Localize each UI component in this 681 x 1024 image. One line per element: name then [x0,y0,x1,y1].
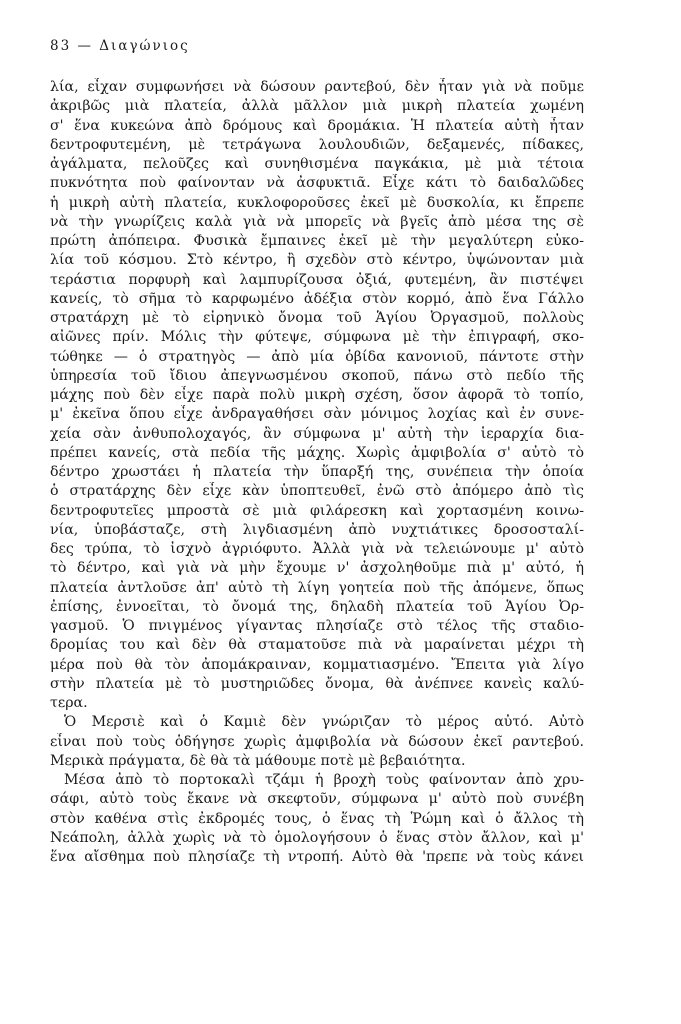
text-line: κανείς, τὸ σῆμα τὸ καρφωμένο ἀδέξια στὸν κορμό, ἀπὸ ἕνα Γάλλο [50,290,584,307]
running-title: Διαγώνιος [99,38,190,54]
text-line: μ' ἐκεῖνα ὅπου εἶχε ἀνδραγαθήσει σὰν μόνιμος λοχίας καὶ ἐν συνε- [50,406,584,423]
text-line: γασμοῦ. Ὁ πνιγμένος γίγαντας πλησίαζε στὸ τέλος τῆς σταδιο- [50,618,584,634]
text-line: νὰ τὴν γνωρίζεις καλὰ γιὰ νὰ μπορεῖς νὰ βγεῖς ἀπὸ μέσα της σὲ [50,213,584,230]
text-line: στὸν καθένα στὶς ἐκδρομές τους, ὁ ἕνας τὴ Ῥώμη καὶ ὁ ἄλλος τὴ [50,810,584,827]
text-line: λία, εἶχαν συμφωνήσει νὰ δώσουν ραντεβού, δὲν ἦταν γιὰ νὰ ποῦμε [50,79,584,95]
text-line: τὸ δέντρο, καὶ γιὰ νὰ μὴν ἔχουμε ν' ἀσχοληθοῦμε πιὰ μ' αὐτό, ἡ [50,560,584,577]
text-line: ἀγάλματα, πελοῦζες καὶ συνηθισμένα παγκάκια, μὲ μιὰ τέτοια [50,156,584,172]
text-line: Μέσα ἀπὸ τὸ πορτοκαλὶ τζάμι ἡ βροχὴ τοὺς φαίνονταν ἀπὸ χρυ- [64,772,584,788]
text-line: τώθηκε — ὁ στρατηγὸς — ἀπὸ μία ὀβίδα κανονιοῦ, πάντοτε στὴν [50,348,584,365]
page-number: 83 [50,38,72,54]
text-line: στρατάρχη μὲ τὸ εἰρηνικὸ ὄνομα τοῦ Ἁγίου Ὀργασμοῦ, πολλοὺς [50,310,584,326]
text-line: Ὁ Μερσιὲ καὶ ὁ Καμιὲ δὲν γνώριζαν τὸ μέρος αὐτό. Αὐτὸ [64,714,584,731]
text-line: ἐπίσης, ἐννοεῖται, τὸ ὄνομά της, δηλαδὴ πλατεία τοῦ Ἁγίου Ὀρ- [50,598,584,615]
text-line: τεράστια πορφυρὴ καὶ λαμπυρίζουσα ὀξιά, φυτεμένη, ἂν πιστέψει [50,271,584,288]
text-line: ἡ μικρὴ αὐτὴ πλατεία, κυκλοφοροῦσες ἐκεῖ μὲ δυσκολία, κι ἔπρεπε [50,194,584,211]
text-line: δες τρύπα, τὸ ἰσχνὸ ἀγριόφυτο. Ἀλλὰ γιὰ νὰ τελειώνουμε μ' αὐτὸ [50,541,584,557]
text-line: Μερικὰ πράγματα, δὲ θὰ τὰ μάθουμε ποτὲ μὲ βεβαιότητα. [50,752,466,769]
text-line: πρέπει κανείς, στὰ πεδία τῆς μάχης. Χωρὶς ἀμφιβολία σ' αὐτὸ τὸ [50,444,584,461]
text-line: ὁ στρατάρχης δὲν εἶχε κὰν ὑποπτευθεῖ, ἐνῶ στὸ ἀπόμερο ἀπὸ τὶς [50,483,584,500]
text-line: δεντροφυτεμένη, μὲ τετράγωνα λουλουδιῶν, δεξαμενές, πίδακες, [50,136,584,153]
text-line: ὑπηρεσία τοῦ ἴδιου ἀπεγνωσμένου σκοποῦ, πάνω στὸ πεδίο τῆς [50,367,584,384]
text-line: πρώτη ἀπόπειρα. Φυσικὰ ἔμπαινες ἐκεῖ μὲ τὴν μεγαλύτερη εὐκο- [50,233,584,249]
text-line: δεντροφυτεῖες μπροστὰ σὲ μιὰ φιλάρεσκη καὶ χορτασμένη κοινω- [50,502,584,519]
text-line: λία τοῦ κόσμου. Στὸ κέντρο, ἢ σχεδὸν στὸ κέντρο, ὑψώνονταν μιὰ [50,252,584,269]
running-header [50,38,190,54]
text-line: μάχης ποὺ δὲν εἶχε παρὰ πολὺ μικρὴ σχέση, ὅσον ἀφορᾶ τὸ τοπίο, [50,387,584,403]
text-line: ἕνα αἴσθημα ποὺ πλησίαζε τὴ ντροπή. Αὐτὸ θὰ 'πρεπε νὰ τοὺς κάνει [50,849,584,865]
text-line: νία, ὑποβάσταζε, στὴ λιγδιασμένη ἀπὸ νυχτιάτικες δροσοσταλί- [50,521,584,538]
text-line: ἀκριβῶς μιὰ πλατεία, ἀλλὰ μᾶλλον μιὰ μικρὴ πλατεία χωμένη [50,98,584,115]
text-line: εἶναι ποὺ τοὺς ὁδήγησε χωρὶς ἀμφιβολία νὰ δώσουν ἐκεῖ ραντεβού. [50,733,584,750]
text-line: χεία σὰν ἀνθυπολοχαγός, ἂν σύμφωνα μ' αὐτὴ τὴν ἱεραρχία δια- [50,425,584,442]
text-line: μέρα ποὺ θὰ τὸν ἀπομάκραιναν, κομματιασμένο. Ἔπειτα γιὰ λίγο [50,656,584,673]
text-line: δέντρο χρωστάει ἡ πλατεία τὴν ὕπαρξή της, συνέπεια τὴν ὁποία [50,464,584,480]
text-line: σ' ἕνα κυκεώνα ἀπὸ δρόμους καὶ δρομάκια. Ἡ πλατεία αὐτὴ ἦταν [50,117,584,134]
text-line: πυκνότητα ποὺ φαίνονταν νὰ ἀσφυκτιᾶ. Εἶχε κάτι τὸ δαιδαλῶδες [50,175,584,192]
text-line: στὴν πλατεία μὲ τὸ μυστηριῶδες ὄνομα, θὰ ἀνέπνεε κανεὶς καλύ- [50,675,584,692]
text-line: Νεάπολη, ἀλλὰ χωρὶς νὰ τὸ ὁμολογήσουν ὁ ἕνας στὸν ἄλλον, καὶ μ' [50,829,584,846]
text-line: σάφι, αὐτὸ τοὺς ἔκανε νὰ σκεφτοῦν, σύμφωνα μ' αὐτὸ ποὺ συνέβη [50,791,584,808]
text-line: δρομίας του καὶ δὲν θὰ σταματοῦσε πιὰ νὰ μαραίνεται μέχρι τὴ [50,637,584,654]
text-line: τερα. [50,695,88,711]
text-line: αἰῶνες πρίν. Μόλις τὴν φύτεψε, σύμφωνα μὲ τὴν ἐπιγραφή, σκο- [50,329,584,346]
text-line: πλατεία ἀντλοῦσε ἀπ' αὐτὸ τὴ λίγη γοητεία ποὺ τῆς ἀπόμενε, ὅπως [50,579,584,596]
header-separator: — [77,38,93,54]
body-text [50,78,584,867]
